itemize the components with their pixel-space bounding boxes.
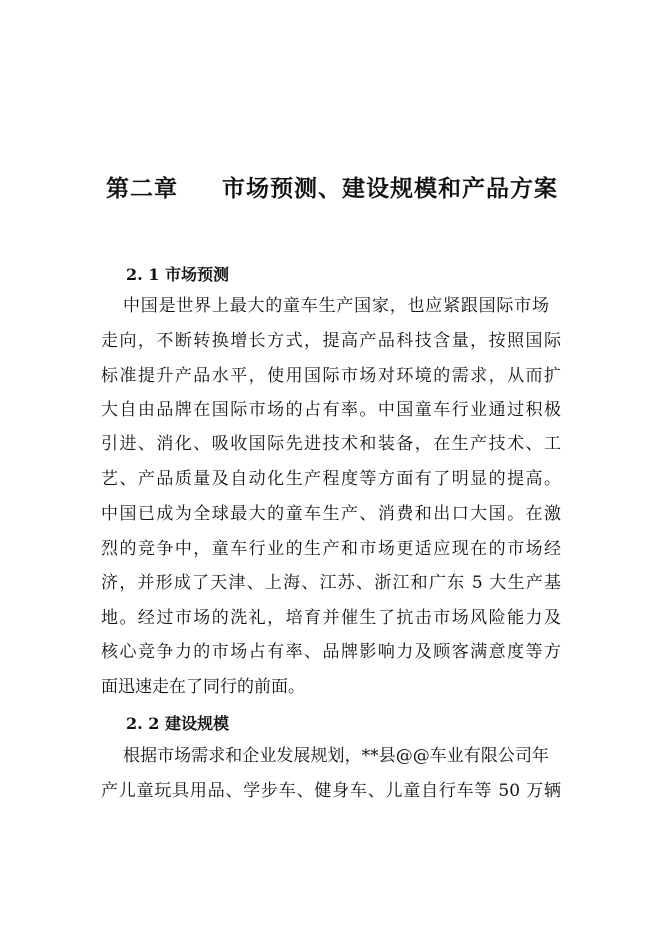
paragraph-line: 根据市场需求和企业发展规划，**县@@车业有限公司年 [123, 746, 549, 766]
paragraph-line: 济，并形成了天津、上海、江苏、浙江和广东 5 大生产基 [101, 573, 561, 593]
paragraph-line: 大自由品牌在国际市场的占有率。中国童车行业通过积极 [101, 400, 561, 420]
chapter-number: 第二章 [106, 175, 178, 202]
paragraph-line: 中国已成为全球最大的童车生产、消费和出口大国。在激 [101, 504, 561, 524]
paragraph-line: 标准提升产品水平，使用国际市场对环境的需求，从而扩 [101, 366, 561, 386]
paragraph-line: 烈的竞争中，童车行业的生产和市场更适应现在的市场经 [101, 539, 561, 559]
paragraph-line: 产儿童玩具用品、学步车、健身车、儿童自行车等 50 万辆 [101, 781, 561, 801]
section-heading-construction-scale: 2. 2 建设规模 [126, 714, 229, 733]
chapter-title [106, 170, 558, 203]
paragraph-line: 核心竞争力的市场占有率、品牌影响力及顾客满意度等方 [101, 642, 561, 662]
paragraph-line: 中国是世界上最大的童车生产国家，也应紧跟国际市场 [123, 296, 549, 316]
paragraph-line: 艺、产品质量及自动化生产程度等方面有了明显的提高。 [101, 469, 561, 489]
paragraph-line: 面迅速走在了同行的前面。 [101, 677, 305, 697]
section-heading-market-forecast: 2. 1 市场预测 [126, 265, 229, 284]
chapter-title-text: 市场预测、建设规模和产品方案 [222, 175, 558, 202]
paragraph-line: 引进、消化、吸收国际先进技术和装备，在生产技术、工 [101, 434, 561, 454]
paragraph-line: 地。经过市场的洗礼，培育并催生了抗击市场风险能力及 [101, 608, 561, 628]
paragraph-line: 走向，不断转换增长方式，提高产品科技含量，按照国际 [101, 331, 561, 351]
